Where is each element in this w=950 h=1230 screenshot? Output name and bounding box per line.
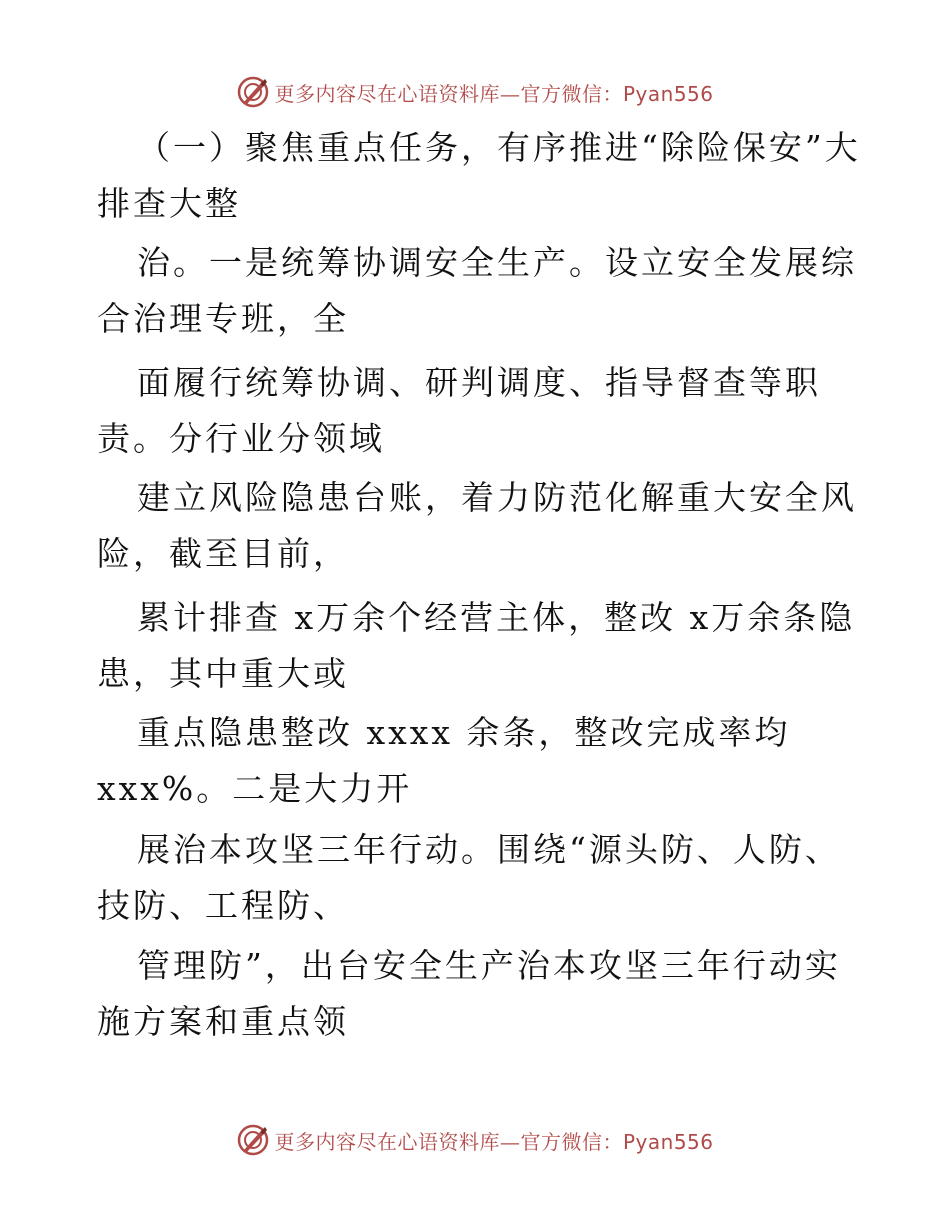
paragraph-line: （一）聚焦重点任务，有序推进“除险保安”大排查大整: [97, 128, 861, 223]
paragraph-line: 治。一是统筹协调安全生产。设立安全发展综合治理专班，全: [97, 243, 857, 338]
pen-logo-icon: [236, 1123, 270, 1157]
paragraph-line: 重点隐患整改 xxxx 余条，整改完成率均 xxx%。二是大力开: [97, 713, 791, 808]
paragraph-line: 建立风险隐患台账，着力防范化解重大安全风险，截至目前，: [97, 478, 857, 573]
paragraph-line: 累计排查 x万余个经营主体，整改 x万余条隐患，其中重大或: [97, 598, 856, 693]
header-banner: [0, 72, 950, 112]
banner-text: 更多内容尽在心语资料库—官方微信：Pyan556: [274, 81, 714, 106]
paragraph-line: 管理防”，出台安全生产治本攻坚三年行动实施方案和重点领: [97, 946, 841, 1041]
paragraph-line: 面履行统筹协调、研判调度、指导督查等职责。分行业分领域: [97, 363, 821, 458]
banner-text: 更多内容尽在心语资料库—官方微信：Pyan556: [274, 1129, 714, 1154]
footer-banner: [0, 1120, 950, 1160]
paragraph-line: 展治本攻坚三年行动。围绕“源头防、人防、技防、工程防、: [97, 830, 841, 925]
pen-logo-icon: [236, 75, 270, 109]
